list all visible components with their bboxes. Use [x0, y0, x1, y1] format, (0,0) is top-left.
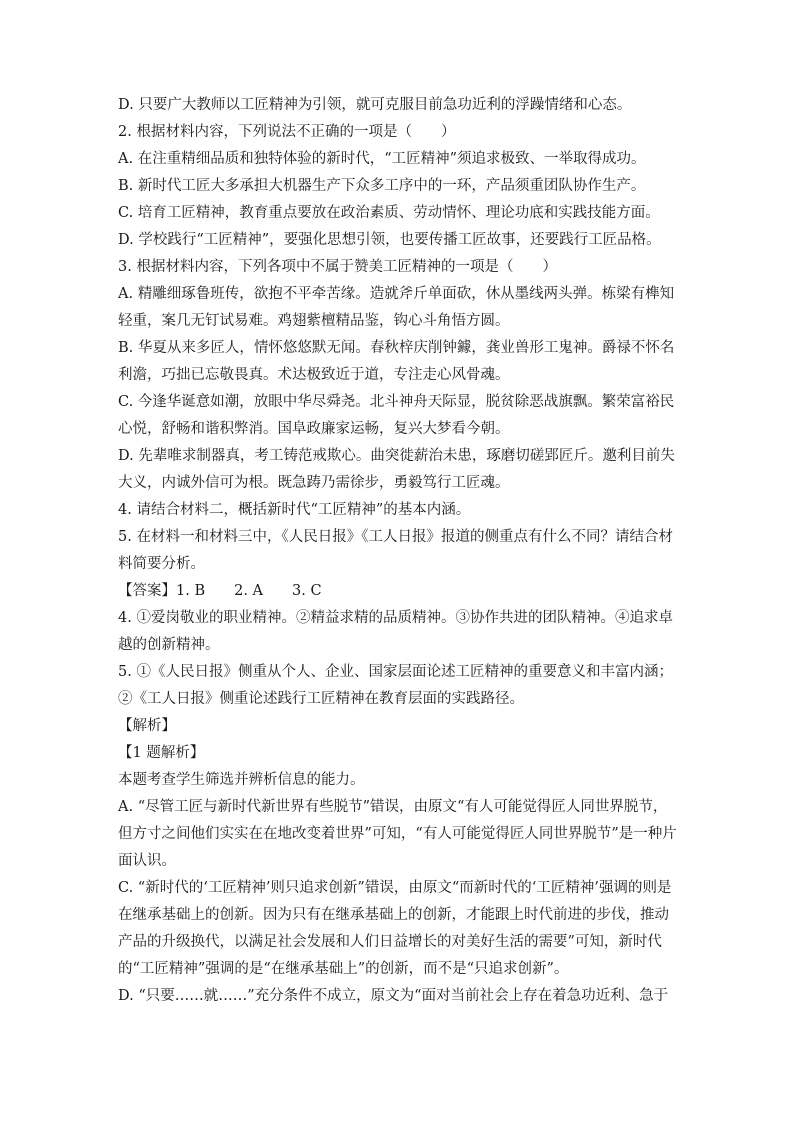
q1-analysis-heading: 【1 题解析】 [118, 745, 205, 761]
document-body [118, 92, 678, 1010]
answer-5-part-1: 5. ①《人民日报》侧重从个人、企业、国家层面论述工匠精神的重要意义和丰富内涵； [118, 664, 673, 680]
q2-option-d: D. 学校践行“工匠精神”，要强化思想引领，也要传播工匠故事，还要践行工匠品格。 [118, 232, 661, 248]
q2-option-b: B. 新时代工匠大多承担大机器生产下众多工序中的一环，产品须重团队协作生产。 [118, 178, 646, 194]
q3-option-c: C. 今逢华诞意如潮，放眼中华尽舜尧。北斗神舟天际显，脱贫除恶战旗飘。繁荣富裕民心悦，舒畅和谐积弊消。国阜政廉家运畅，复兴大梦看今朝。 [118, 394, 675, 437]
q3-option-a: A. 精雕细琢鲁班传，欲抱不平牵苦缘。造就斧斤单面砍，休从墨线两头弹。栋梁有榫知轻重，案几无钉试易难。鸡翅紫檀精品鉴，钩心斗角悟方圆。 [118, 286, 675, 329]
q2-option-c: C. 培育工匠精神，教育重点要放在政治素质、劳动情怀、理论功底和实践技能方面。 [118, 205, 660, 221]
analysis-option-c: C. “新时代的‘工匠精神’则只追求创新”错误，由原文“而新时代的‘工匠精神’强调的则是在继承基础上的创新。因为只有在继承基础上的创新，才能跟上时代前进的步伐，推动产品的升级换代，以满足社会发展和人们日益增长的对美好生活的需要”可知，新时代的“工匠精神”强调的是“在继承基础上”的创新，而不是“只追求创新”。 [118, 880, 672, 977]
question-4: 4. 请结合材料二，概括新时代“工匠精神”的基本内涵。 [118, 502, 471, 518]
q2-option-a: A. 在注重精细品质和独特体验的新时代，“工匠精神”须追求极致、一举取得成功。 [118, 151, 646, 167]
q1-option-d: D. 只要广大教师以工匠精神为引领，就可克服目前急功近利的浮躁情绪和心态。 [118, 97, 632, 113]
analysis-option-d: D. “只要……就……”充分条件不成立，原文为“面对当前社会上存在着急功近利、急于 [118, 988, 669, 1004]
answer-4: 4. ①爱岗敬业的职业精神。②精益求精的品质精神。③协作共进的团队精神。④追求卓越的创新精神。 [118, 610, 673, 653]
question-2: 2. 根据材料内容，下列说法不正确的一项是（ ） [118, 124, 456, 140]
analysis-intro: 本题考查学生筛选并辨析信息的能力。 [118, 772, 365, 788]
analysis-heading: 【解析】 [118, 718, 176, 734]
analysis-option-a: A. “尽管工匠与新时代新世界有些脱节”错误，由原文“有人可能觉得匠人同世界脱节，但方寸之间他们实实在在地改变着世界”可知，“有人可能觉得匠人同世界脱节”是一种片面认识。 [118, 799, 677, 869]
q3-option-d: D. 先辈唯求制器真，考工铸范戒欺心。曲突徙薪治未患，琢磨切磋郢匠斤。邀利目前失大义，内诚外信可为根。既急踌乃需徐步，勇毅笃行工匠魂。 [118, 448, 675, 491]
answer-5-part-2: ②《工人日报》侧重论述践行工匠精神在教育层面的实践路径。 [118, 691, 524, 707]
question-3: 3. 根据材料内容，下列各项中不属于赞美工匠精神的一项是（ ） [118, 259, 557, 275]
answer-key: 【答案】1. B 2. A 3. C [118, 583, 322, 599]
question-5: 5. 在材料一和材料三中，《人民日报》《工人日报》报道的侧重点有什么不同？请结合材料简要分析。 [118, 529, 673, 572]
q3-option-b: B. 华夏从来多匠人，情怀悠悠默无闻。春秋梓庆削钟鐻，龚业兽形工鬼神。爵禄不怀名利澹，巧拙已忘敬畏真。术达极致近于道，专注走心风骨魂。 [118, 340, 675, 383]
